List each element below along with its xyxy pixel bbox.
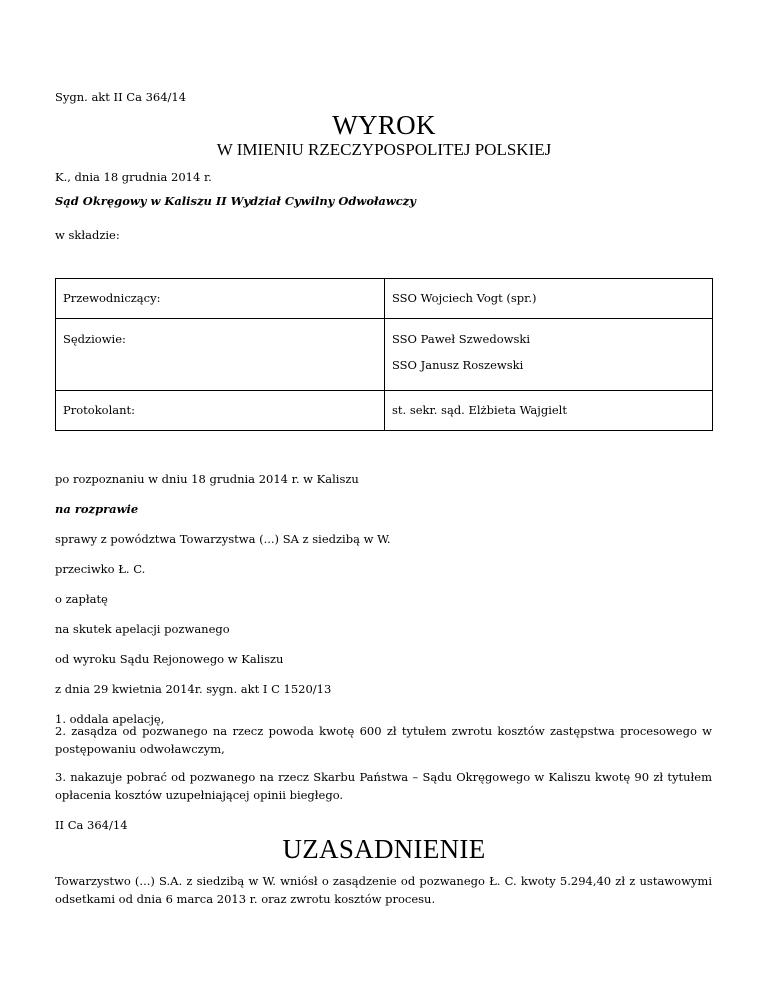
court-name: Sąd Okręgowy w Kaliszu II Wydział Cywilny Odwoławczy: [55, 194, 416, 208]
clerk-label: Protokolant:: [63, 403, 136, 417]
lower-court-line: od wyroku Sądu Rejonowego w Kaliszu: [55, 652, 284, 666]
appeal-line: na skutek apelacji pozwanego: [55, 622, 230, 636]
verdict-item-3: 3. nakazuje pobrać od pozwanego na rzecz Skarbu Państwa – Sądu Okręgowego w Kaliszu kwotę 90 zł tytułem opłacenia kosztów uzupełniającej opinii biegłego.: [55, 770, 712, 802]
subject-line: o zapłatę: [55, 592, 108, 606]
defendant-line: przeciwko Ł. C.: [55, 562, 146, 576]
verdict-item-2: 2. zasądza od pozwanego na rzecz powoda kwotę 600 zł tytułem zwrotu kosztów zastępstwa procesowego w postępowaniu odwoławczym,: [55, 724, 712, 756]
document-subtitle: W IMIENIU RZECZYPOSPOLITEJ POLSKIEJ: [216, 140, 552, 159]
panel-row-chair: [56, 279, 713, 319]
hearing-line: po rozpoznaniu w dniu 18 grudnia 2014 r. w Kaliszu: [55, 472, 359, 486]
chair-value: SSO Wojciech Vogt (spr.): [392, 291, 537, 305]
document-title: WYROK: [332, 110, 436, 140]
justification-case-ref: II Ca 364/14: [55, 818, 128, 832]
chair-label: Przewodniczący:: [63, 291, 161, 305]
date-line: K., dnia 18 grudnia 2014 r.: [55, 170, 212, 184]
case-parties-line: sprawy z powództwa Towarzystwa (...) SA z siedzibą w W.: [55, 532, 391, 546]
hearing-type: na rozprawie: [55, 502, 139, 516]
panel-row-judges: [56, 319, 713, 391]
case-number: Sygn. akt II Ca 364/14: [55, 90, 187, 104]
judge-name: SSO Paweł Szwedowski: [392, 332, 531, 346]
justification-title: UZASADNIENIE: [282, 834, 486, 864]
panel-row-clerk: [56, 391, 713, 431]
composition-label: w składzie:: [55, 228, 120, 242]
justification-paragraph: Towarzystwo (...) S.A. z siedzibą w W. wniósł o zasądzenie od pozwanego Ł. C. kwoty 5.294,40 zł z ustawowymi odsetkami od dnia 6 marca 2013 r. oraz zwrotu kosztów procesu.: [55, 874, 712, 906]
clerk-value: st. sekr. sąd. Elżbieta Wajgielt: [392, 403, 567, 417]
judge-name: SSO Janusz Roszewski: [392, 358, 524, 372]
lower-court-date-line: z dnia 29 kwietnia 2014r. sygn. akt I C 1520/13: [55, 682, 332, 696]
judges-label: Sędziowie:: [63, 332, 126, 346]
verdict-item-1: 1. oddala apelację,: [55, 712, 165, 726]
court-panel-table: [55, 278, 713, 431]
